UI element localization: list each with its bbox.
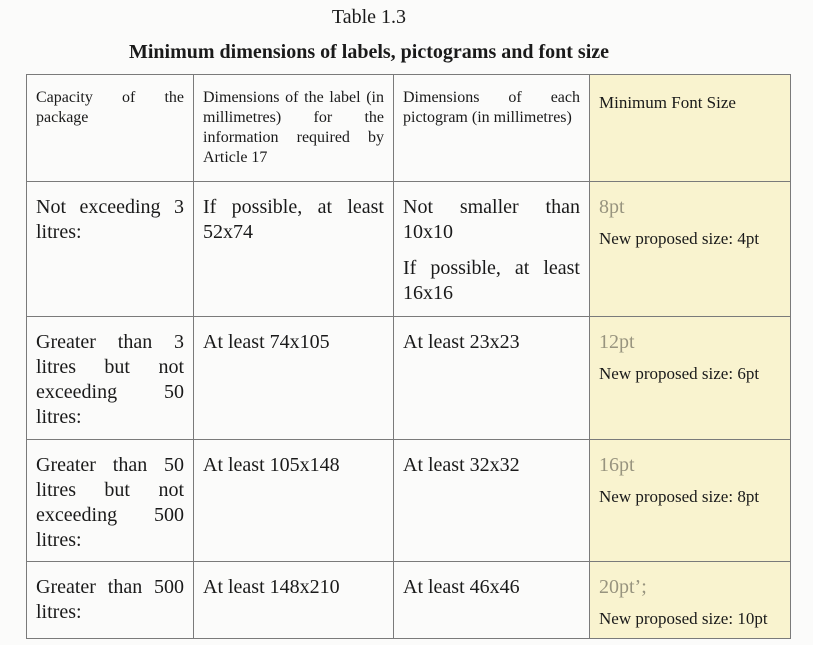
pictogram-extra-text: If possible, at least 16x16 — [403, 257, 580, 304]
label-dimensions-cell — [194, 440, 394, 562]
capacity-cell — [27, 562, 194, 639]
table-caption: Table 1.3 — [331, 6, 407, 28]
capacity-cell — [27, 317, 194, 440]
header-pictogram-dimensions: Dimensions of each pictogram (in millimetres) — [403, 89, 580, 126]
pictogram-dimensions-text: At least 46x46 — [403, 576, 520, 598]
font-size-value: 8pt — [599, 196, 625, 218]
label-dimensions-text: At least 148x210 — [203, 576, 340, 598]
label-dimensions-text: At least 74x105 — [203, 331, 330, 353]
new-proposed-size: New proposed size: 4pt — [599, 229, 760, 248]
table-row — [27, 562, 791, 639]
capacity-text: Greater than 50 litres but not exceeding 500 litres: — [36, 454, 184, 551]
table-row — [27, 440, 791, 562]
pictogram-dimensions-text: At least 32x32 — [403, 454, 520, 476]
table-title: Minimum dimensions of labels, pictograms and font size — [128, 41, 610, 63]
capacity-cell — [27, 440, 194, 562]
font-size-cell — [590, 182, 791, 317]
capacity-text: Greater than 3 litres but not exceeding 50 litres: — [36, 331, 184, 428]
pictogram-dimensions-cell — [394, 182, 590, 317]
table-header-row — [27, 75, 791, 182]
header-cell-font-size — [590, 75, 791, 182]
pictogram-dimensions-text: At least 23x23 — [403, 331, 520, 353]
label-dimensions-text: If possible, at least 52x74 — [203, 196, 384, 243]
capacity-text: Greater than 500 litres: — [36, 576, 184, 623]
label-dimensions-cell — [194, 317, 394, 440]
label-dimensions-cell — [194, 562, 394, 639]
font-size-cell — [590, 440, 791, 562]
header-capacity: Capacity of the package — [36, 89, 184, 126]
label-dimensions-cell — [194, 182, 394, 317]
font-size-cell — [590, 317, 791, 440]
table-row — [27, 317, 791, 440]
label-dimensions-text: At least 105x148 — [203, 454, 340, 476]
capacity-cell — [27, 182, 194, 317]
header-cell-pictogram-dimensions — [394, 75, 590, 182]
capacity-text: Not exceeding 3 litres: — [36, 196, 184, 243]
header-cell-label-dimensions — [194, 75, 394, 182]
font-size-value: 20pt’; — [599, 576, 647, 598]
table-row — [27, 182, 791, 317]
new-proposed-size: New proposed size: 10pt — [599, 609, 768, 628]
new-proposed-size: New proposed size: 8pt — [599, 487, 760, 506]
font-size-cell — [590, 562, 791, 639]
header-font-size: Minimum Font Size — [599, 93, 736, 112]
pictogram-dimensions-cell — [394, 562, 590, 639]
dimensions-table — [26, 74, 791, 639]
pictogram-dimensions-cell — [394, 317, 590, 440]
font-size-value: 16pt — [599, 454, 635, 476]
new-proposed-size: New proposed size: 6pt — [599, 364, 760, 383]
font-size-value: 12pt — [599, 331, 635, 353]
header-label-dimensions: Dimensions of the label (in millimetres) for the information required by Article 17 — [203, 89, 384, 166]
pictogram-dimensions-cell — [394, 440, 590, 562]
header-cell-capacity — [27, 75, 194, 182]
pictogram-dimensions-text: Not smaller than 10x10 — [403, 196, 580, 243]
